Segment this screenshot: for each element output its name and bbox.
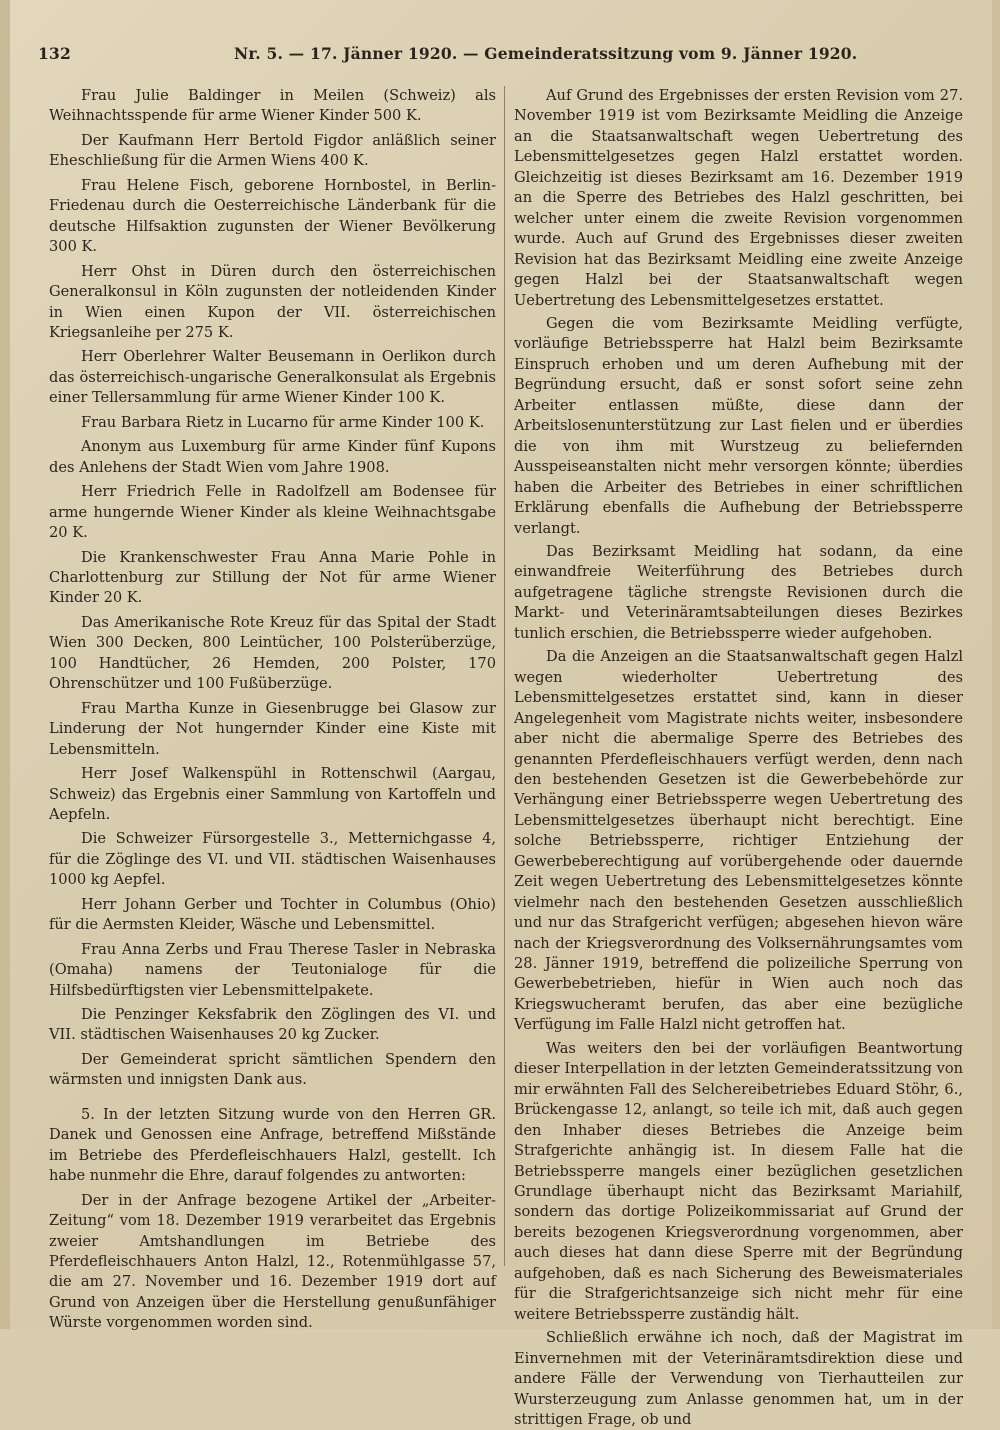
left-column (49, 86, 496, 1332)
paragraph: Frau Anna Zerbs und Frau Therese Tasler in Nebraska (Omaha) namens der Teutonialoge für die Hilfsbedürftigsten vier Lebensmittelpakete. (49, 940, 496, 999)
paragraph: Herr Johann Gerber und Tochter in Columbus (Ohio) für die Aermsten Kleider, Wäsche und Lebensmittel. (49, 895, 496, 934)
running-title: Nr. 5. — 17. Jänner 1920. — Gemeinderatssitzung vom 9. Jänner 1920. (234, 44, 858, 63)
page-edge-right (992, 0, 1000, 1329)
paragraph: Auf Grund des Ergebnisses der ersten Revision vom 27. November 1919 ist vom Bezirksamte Meidling die Anzeige an die Staatsanwaltschaft wegen Uebertretung des Lebensmittelgesetzes gegen Halzl erstattet worden. Gleichzeitig ist dieses Bezirksamt am 16. Dezember 1919 an die Sperre des Betriebes des Halzl geschritten, bei welcher unter einem die zweite Revision vorgenommen wurde. Auch auf Grund des Ergebnisses dieser zweiten Revision hat das Bezirksamt Meidling eine zweite Anzeige gegen Halzl bei der Staatsanwaltschaft wegen Uebertretung des Lebensmittelgesetzes erstattet. (514, 87, 963, 309)
page-edge-left (0, 0, 10, 1329)
paragraph: Herr Oberlehrer Walter Beusemann in Oerlikon durch das österreichisch-ungarische Generalkonsulat als Ergebnis einer Tellersammlung für arme Wiener Kinder 100 K. (49, 348, 496, 407)
section-5-paragraph: 5. In der letzten Sitzung wurde von den Herren GR. Danek und Genossen eine Anfrage, betreffend Mißstände im Betriebe des Pferdefleischhauers Halzl, gestellt. Ich habe nunmehr die Ehre, darauf folgendes zu antworten: (49, 1105, 496, 1185)
paragraph: Die Schweizer Fürsorgestelle 3., Metternichgasse 4, für die Zöglinge des VI. und VII. städtischen Waisenhauses 1000 kg Aepfel. (49, 830, 496, 889)
paragraph: Was weiters den bei der vorläufigen Beantwortung dieser Interpellation in der letzten Gemeinderatssitzung von mir erwähnten Fall des Selchereibetriebes Eduard Stöhr, 6., Brückengasse 12, anlangt, so teile ich mit, daß auch gegen den Inhaber dieses Betriebes die Anzeige beim Strafgerichte anhängig ist. In diesem Falle hat die Betriebssperre mangels einer bezüglichen gesetzlichen Grundlage überhaupt nicht das Bezirksamt Mariahilf, sondern das dortige Polizeikommissariat auf Grund der bereits bezogenen Kriegsverordnung vorgenommen, aber auch dieses hat dann diese Sperre mit der Begründung aufgehoben, daß es nach Sicherung des Beweismateriales für die Strafgerichtsanzeige sich nicht mehr für eine weitere Betriebssperre zuständig hält. (514, 1039, 963, 1323)
paragraph: Der Gemeinderat spricht sämtlichen Spendern den wärmsten und innigsten Dank aus. (49, 1050, 496, 1089)
paragraph: Das Amerikanische Rote Kreuz für das Spital der Stadt Wien 300 Decken, 800 Leintücher, 100 Polsterüberzüge, 100 Handtücher, 26 Hemden, 200 Polster, 170 Ohrenschützer und 100 Fußüberzüge. (49, 613, 496, 693)
paragraph: Frau Barbara Rietz in Lucarno für arme Kinder 100 K. (81, 413, 485, 431)
paragraph: Da die Anzeigen an die Staatsanwaltschaft gegen Halzl wegen wiederholter Uebertretung des Lebensmittelgesetzes erstattet sind, kann in dieser Angelegenheit vom Magistrate nichts weiter, insbesondere aber nicht die abermalige Sperre des Betriebes des genannten Pferdefleischhauers verfügt werden, denn nach den bestehenden Gesetzen ist die Gewerbebehörde zur Verhängung einer Betriebssperre wegen Uebertretung des Lebensmittelgesetzes überhaupt nicht berechtigt. Eine solche Betriebssperre, richtiger Entziehung der Gewerbeberechtigung auf vorübergehende oder dauernde Zeit wegen Uebertretung des Lebensmittelgesetzes könnte vielmehr nach den bestehenden Gesetzen ausschließlich und nur das Strafgericht verfügen; abgesehen hievon wäre nach der Kriegsverordnung des Volksernährungsamtes vom 28. Jänner 1919, betreffend die polizeiliche Sperrung von Gewerbebetrieben, hiefür in Wien auch noch das Kriegswucheramt berufen, das aber eine bezügliche Verfügung im Falle Halzl nicht getroffen hat. (514, 648, 963, 1034)
paragraph: Das Bezirksamt Meidling hat sodann, da eine einwandfreie Weiterführung des Betriebes durch aufgetragene tägliche strengste Revisionen durch die Markt- und Veterinäramtsabteilungen dieses Bezirkes tunlich erschien, die Betriebssperre wieder aufgehoben. (514, 542, 963, 642)
paragraph: Der Kaufmann Herr Bertold Figdor anläßlich seiner Eheschließung für die Armen Wiens 400 K. (49, 131, 496, 170)
column-divider (504, 86, 505, 1266)
paragraph: Der in der Anfrage bezogene Artikel der „Arbeiter-Zeitung“ vom 18. Dezember 1919 verarbeitet das Ergebnis zweier Amtshandlungen im Betriebe des Pferdefleischhauers Anton Halzl, 12., Rotenmühlgasse 57, die am 27. November und 16. Dezember 1919 dort auf Grund von Anzeigen über die Herstellung genußunfähiger Würste vorgenommen worden sind. (49, 1191, 496, 1332)
paragraph: Herr Josef Walkenspühl in Rottenschwil (Aargau, Schweiz) das Ergebnis einer Sammlung von Kartoffeln und Aepfeln. (49, 765, 496, 823)
paragraph: Schließlich erwähne ich noch, daß der Magistrat im Einvernehmen mit der Veterinäramtsdirektion diese und andere Fälle der Verwendung von Tierhautteilen zur Wursterzeugung zum Anlasse genommen hat, um in der strittigen Frage, ob und (514, 1329, 963, 1428)
paragraph: Herr Friedrich Felle in Radolfzell am Bodensee für arme hungernde Wiener Kinder als kleine Weihnachtsgabe 20 K. (49, 483, 496, 542)
right-column (514, 86, 963, 1428)
page-number: 132 (38, 44, 71, 63)
paragraph: Frau Martha Kunze in Giesenbrugge bei Glasow zur Linderung der Not hungernder Kinder eine Kiste mit Lebensmitteln. (49, 699, 496, 758)
paragraph: Anonym aus Luxemburg für arme Kinder fünf Kupons des Anlehens der Stadt Wien vom Jahre 1908. (49, 438, 496, 476)
page-header (38, 44, 968, 70)
paragraph: Die Penzinger Keksfabrik den Zöglingen des VI. und VII. städtischen Waisenhauses 20 kg Zucker. (49, 1006, 496, 1044)
paragraph: Frau Julie Baldinger in Meilen (Schweiz) als Weihnachtsspende für arme Wiener Kinder 500 K. (49, 87, 496, 125)
paragraph: Die Krankenschwester Frau Anna Marie Pohle in Charlottenburg zur Stillung der Not für arme Wiener Kinder 20 K. (49, 548, 496, 607)
paragraph: Frau Helene Fisch, geborene Hornbostel, in Berlin-Friedenau durch die Oesterreichische Länderbank für die deutsche Hilfsaktion zugunsten der Wiener Bevölkerung 300 K. (49, 176, 496, 256)
paragraph: Gegen die vom Bezirksamte Meidling verfügte, vorläufige Betriebssperre hat Halzl beim Bezirksamte Einspruch erhoben und um deren Aufhebung mit der Begründung ersucht, daß er sonst sofort seine zehn Arbeiter entlassen müßte, diese dann der Arbeitslosenunterstützung zur Last fielen und er überdies die von ihm mit Wurstzeug zu beliefernden Ausspeiseanstalten nicht mehr versorgen könnte; überdies haben die Arbeiter des Betriebes in einer schriftlichen Erklärung ebenfalls die Aufhebung der Betriebssperre verlangt. (514, 314, 963, 537)
paragraph: Herr Ohst in Düren durch den österreichischen Generalkonsul in Köln zugunsten der notleidenden Kinder in Wien einen Kupon der VII. österreichischen Kriegsanleihe per 275 K. (49, 262, 496, 341)
